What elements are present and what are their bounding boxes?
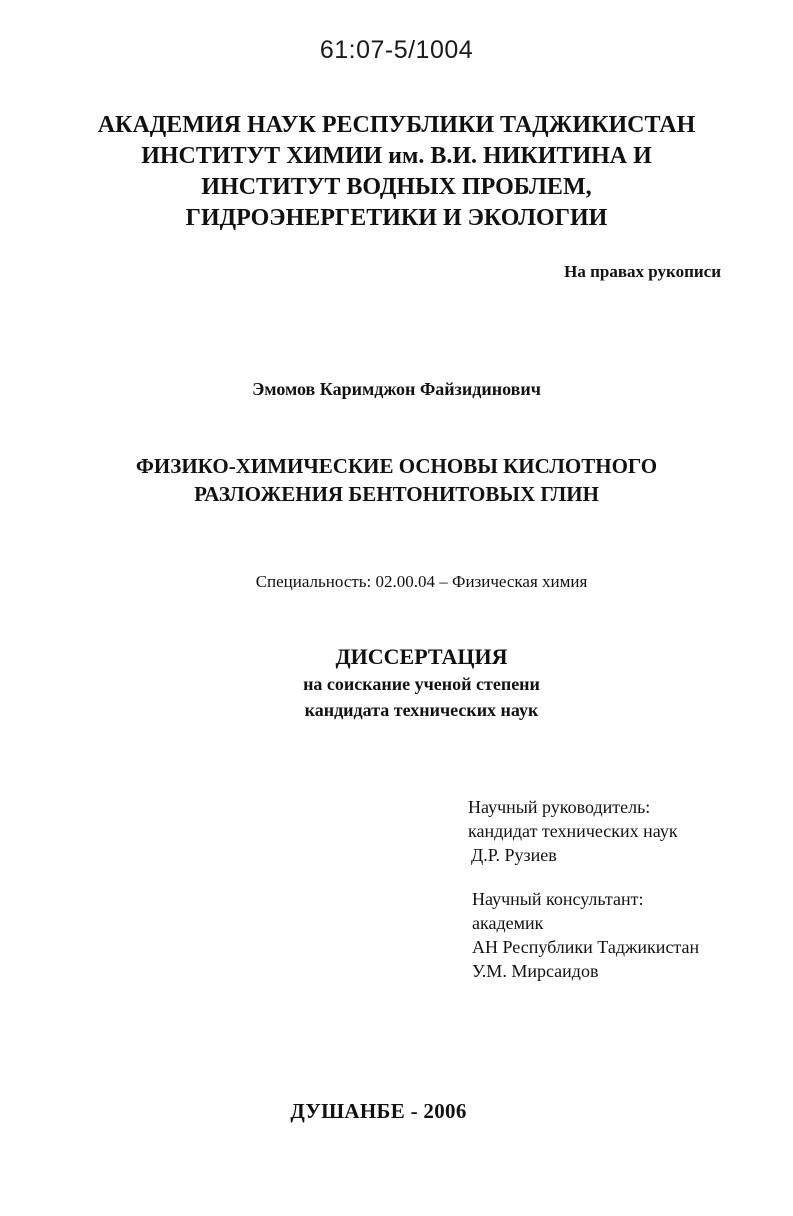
institution-line: ГИДРОЭНЕРГЕТИКИ И ЭКОЛОГИИ (185, 205, 608, 231)
advisor-label: Научный руководитель: (468, 797, 651, 817)
consultant-title: академик (472, 913, 544, 933)
advisor-degree: кандидат технических наук (468, 821, 678, 841)
institutions-block (0, 110, 793, 234)
institution-line: АКАДЕМИЯ НАУК РЕСПУБЛИКИ ТАДЖИКИСТАН (97, 112, 696, 138)
title-line: ФИЗИКО-ХИМИЧЕСКИЕ ОСНОВЫ КИСЛОТНОГО (135, 454, 658, 478)
title-line: РАЗЛОЖЕНИЯ БЕНТОНИТОВЫХ ГЛИН (194, 482, 599, 506)
specialty: Специальность: 02.00.04 – Физическая химия (255, 572, 588, 591)
consultant-name: У.М. Мирсаидов (472, 961, 599, 981)
consultant-label: Научный консультант: (472, 889, 644, 909)
degree-line: кандидата технических наук (304, 700, 539, 720)
dissertation-title (0, 452, 793, 508)
rights-note: На правах рукописи (564, 262, 721, 281)
consultant-block (472, 887, 699, 983)
city-year: ДУШАНБЕ - 2006 (290, 1099, 467, 1123)
advisor-block (468, 795, 678, 867)
consultant-org: АН Республики Таджикистан (472, 937, 700, 957)
catalog-stamp: 61:07-5/1004 (319, 36, 474, 64)
dissertation-heading: ДИССЕРТАЦИЯ (335, 644, 508, 669)
dissertation-block (0, 643, 793, 723)
author-name: Эмомов Каримджон Файзидинович (252, 379, 541, 399)
institution-line: ИНСТИТУТ ХИМИИ им. В.И. НИКИТИНА И (141, 143, 652, 169)
institution-line: ИНСТИТУТ ВОДНЫХ ПРОБЛЕМ, (201, 174, 592, 200)
advisor-name: Д.Р. Рузиев (471, 845, 557, 865)
degree-line: на соискание ученой степени (303, 674, 540, 694)
